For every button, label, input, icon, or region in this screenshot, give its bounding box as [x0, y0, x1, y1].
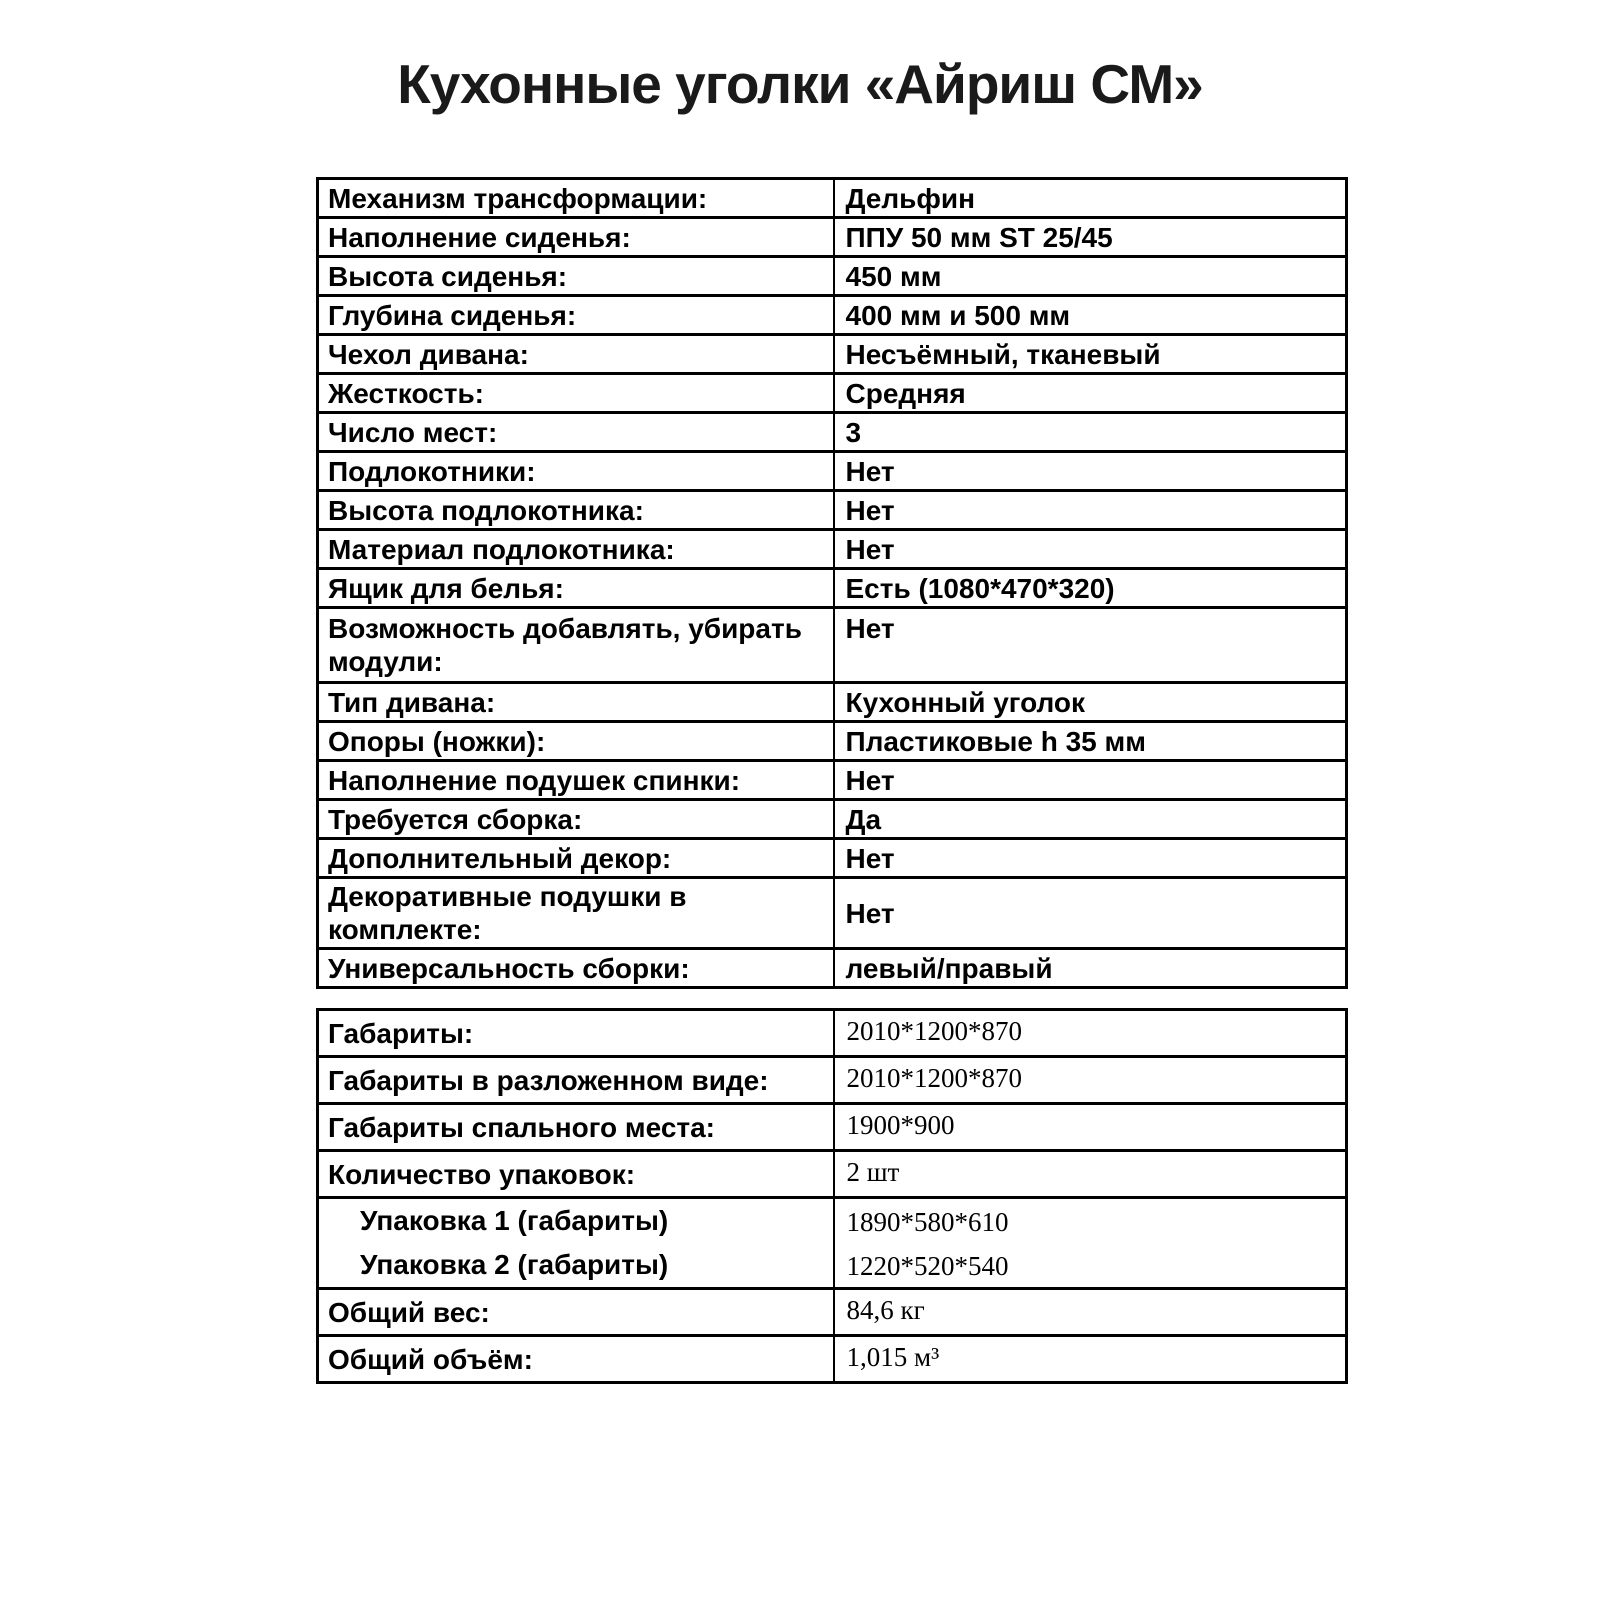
table-row	[318, 491, 1347, 530]
table-row	[318, 374, 1347, 413]
table-row	[318, 949, 1347, 988]
row-label: Универсальность сборки:	[318, 949, 834, 988]
row-label: Наполнение сиденья:	[318, 218, 834, 257]
table-row	[318, 296, 1347, 335]
package-2-label: Упаковка 2 (габариты)	[360, 1249, 669, 1280]
table-row	[318, 218, 1347, 257]
row-value: 2 шт	[834, 1151, 1347, 1198]
row-value: Нет	[834, 530, 1347, 569]
table-row	[318, 1010, 1347, 1057]
row-value: Да	[834, 800, 1347, 839]
table-row	[318, 1151, 1347, 1198]
row-label: Габариты в разложенном виде:	[318, 1057, 834, 1104]
package-2-value: 1220*520*540	[846, 1251, 1009, 1281]
row-label: Декоративные подушки в комплекте:	[318, 878, 834, 949]
row-value: 84,6 кг	[834, 1289, 1347, 1336]
row-label: Количество упаковок:	[318, 1151, 834, 1198]
row-label: Материал подлокотника:	[318, 530, 834, 569]
row-value: Нет	[834, 491, 1347, 530]
row-value: 1,015 м³	[834, 1336, 1347, 1383]
table-row	[318, 1289, 1347, 1336]
packages-values	[834, 1198, 1347, 1289]
table-row	[318, 179, 1347, 218]
dimensions-table	[316, 1008, 1348, 1384]
row-label: Высота сиденья:	[318, 257, 834, 296]
table-row	[318, 257, 1347, 296]
row-label: Механизм трансформации:	[318, 179, 834, 218]
package-1-value: 1890*580*610	[846, 1207, 1009, 1237]
row-label: Жесткость:	[318, 374, 834, 413]
row-label: Тип дивана:	[318, 683, 834, 722]
row-label: Требуется сборка:	[318, 800, 834, 839]
table-row	[318, 1057, 1347, 1104]
table-row	[318, 413, 1347, 452]
page-title: Кухонные уголки «Айриш СМ»	[397, 53, 1203, 115]
row-value: левый/правый	[834, 949, 1347, 988]
row-label: Высота подлокотника:	[318, 491, 834, 530]
packages-labels	[318, 1198, 834, 1289]
row-value: Нет	[834, 452, 1347, 491]
table-row	[318, 722, 1347, 761]
row-label: Габариты спального места:	[318, 1104, 834, 1151]
row-value: Кухонный уголок	[834, 683, 1347, 722]
row-value: 3	[834, 413, 1347, 452]
row-value: Дельфин	[834, 179, 1347, 218]
row-label: Общий вес:	[318, 1289, 834, 1336]
table-row	[318, 878, 1347, 949]
row-value: Средняя	[834, 374, 1347, 413]
row-value: Нет	[834, 878, 1347, 949]
row-label: Число мест:	[318, 413, 834, 452]
row-label: Наполнение подушек спинки:	[318, 761, 834, 800]
table-row	[318, 530, 1347, 569]
row-label: Опоры (ножки):	[318, 722, 834, 761]
table-row	[318, 800, 1347, 839]
row-value: Нет	[834, 839, 1347, 878]
row-label: Глубина сиденья:	[318, 296, 834, 335]
table-row	[318, 839, 1347, 878]
row-label: Возможность добавлять, убирать модули:	[318, 608, 834, 683]
row-label: Чехол дивана:	[318, 335, 834, 374]
row-value: 2010*1200*870	[834, 1010, 1347, 1057]
packages-row	[318, 1198, 1347, 1289]
table-row	[318, 335, 1347, 374]
row-value: Есть (1080*470*320)	[834, 569, 1347, 608]
row-value: 2010*1200*870	[834, 1057, 1347, 1104]
row-value: Пластиковые h 35 мм	[834, 722, 1347, 761]
row-value: Несъёмный, тканевый	[834, 335, 1347, 374]
table-row	[318, 761, 1347, 800]
table-row	[318, 608, 1347, 683]
row-value: 450 мм	[834, 257, 1347, 296]
table-row	[318, 569, 1347, 608]
row-value: 1900*900	[834, 1104, 1347, 1151]
row-value: Нет	[834, 608, 1347, 683]
row-value: ППУ 50 мм ST 25/45	[834, 218, 1347, 257]
specifications-table	[316, 177, 1348, 989]
row-label: Дополнительный декор:	[318, 839, 834, 878]
table-row	[318, 1336, 1347, 1383]
row-label: Общий объём:	[318, 1336, 834, 1383]
row-label: Габариты:	[318, 1010, 834, 1057]
table-row	[318, 452, 1347, 491]
row-label: Ящик для белья:	[318, 569, 834, 608]
row-label: Подлокотники:	[318, 452, 834, 491]
row-value: 400 мм и 500 мм	[834, 296, 1347, 335]
table-row	[318, 683, 1347, 722]
table-row	[318, 1104, 1347, 1151]
row-value: Нет	[834, 761, 1347, 800]
package-1-label: Упаковка 1 (габариты)	[360, 1205, 669, 1236]
